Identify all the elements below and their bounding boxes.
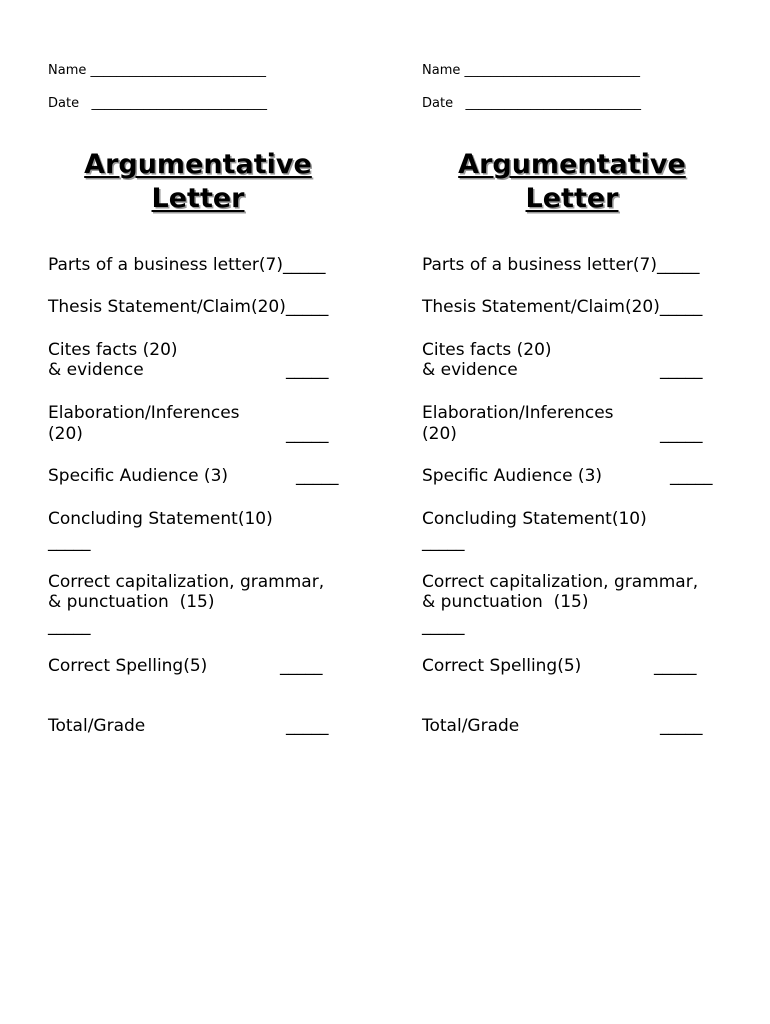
criterion-concluding-blank: _____ [422,532,465,552]
criterion-capitalization-blank: _____ [48,616,91,636]
criterion-elaboration-line2: (20) [48,424,83,444]
criterion-thesis: Thesis Statement/Claim(20)_____ [422,297,703,317]
criterion-concluding: Concluding Statement(10) [422,509,647,529]
criterion-business-letter: Parts of a business letter(7)_____ [48,255,326,275]
rubric-form-left [48,0,378,1024]
criterion-capitalization-line1: Correct capitalization, grammar, [48,572,325,592]
page-title [48,148,348,216]
criterion-audience-blank: _____ [670,466,713,486]
criterion-cites-line1: Cites facts (20) [48,340,178,360]
criterion-spelling: Correct Spelling(5) [422,656,582,676]
criterion-capitalization-blank: _____ [422,616,465,636]
criterion-audience: Specific Audience (3) [422,466,603,486]
criterion-capitalization-line2: & punctuation (15) [48,592,215,612]
criterion-capitalization-line1: Correct capitalization, grammar, [422,572,699,592]
criterion-thesis: Thesis Statement/Claim(20)_____ [48,297,329,317]
criterion-cites-blank: _____ [660,360,703,380]
criterion-elaboration-blank: _____ [660,424,703,444]
criterion-capitalization-line2: & punctuation (15) [422,592,589,612]
criterion-audience-blank: _____ [296,466,339,486]
criterion-elaboration-line1: Elaboration/Inferences [48,403,240,423]
criterion-total-blank: _____ [286,716,329,736]
date-field: Date ___________________________ [48,96,267,111]
criterion-audience: Specific Audience (3) [48,466,229,486]
criterion-spelling: Correct Spelling(5) [48,656,208,676]
criterion-business-letter: Parts of a business letter(7)_____ [422,255,700,275]
rubric-form-right [422,0,752,1024]
criterion-spelling-blank: _____ [280,656,323,676]
date-field: Date ___________________________ [422,96,641,111]
criterion-spelling-blank: _____ [654,656,697,676]
title-line-2: Letter [525,183,619,214]
criterion-elaboration-line1: Elaboration/Inferences [422,403,614,423]
criterion-cites-line1: Cites facts (20) [422,340,552,360]
criterion-cites-blank: _____ [286,360,329,380]
criterion-total: Total/Grade [422,716,520,736]
criterion-total-blank: _____ [660,716,703,736]
page-title [422,148,722,216]
criterion-elaboration-blank: _____ [286,424,329,444]
name-field: Name ___________________________ [48,63,266,78]
criterion-concluding: Concluding Statement(10) [48,509,273,529]
title-line-1: Argumentative [84,149,312,180]
name-field: Name ___________________________ [422,63,640,78]
title-line-1: Argumentative [458,149,686,180]
criterion-cites-line2: & evidence [422,360,518,380]
criterion-cites-line2: & evidence [48,360,144,380]
criterion-concluding-blank: _____ [48,532,91,552]
criterion-elaboration-line2: (20) [422,424,457,444]
criterion-total: Total/Grade [48,716,146,736]
title-line-2: Letter [151,183,245,214]
